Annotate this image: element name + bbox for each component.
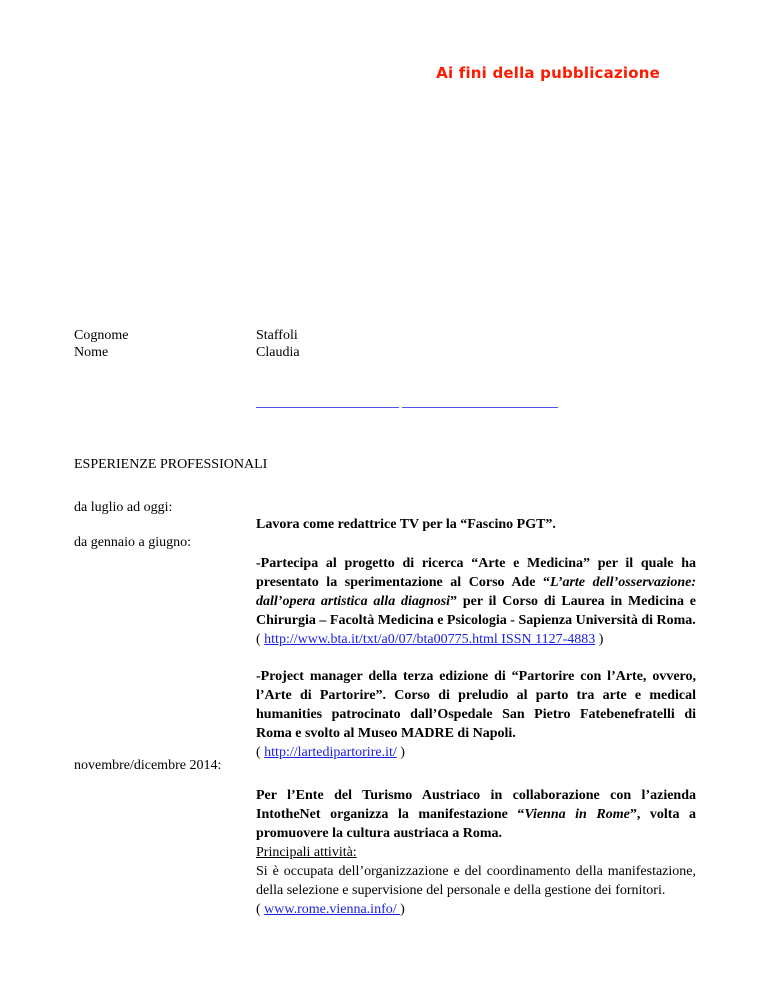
activities-label: Principali attività:: [256, 845, 357, 860]
name-label: Nome: [74, 345, 109, 360]
reference-link[interactable]: www.rome.vienna.info/: [264, 902, 401, 917]
period-label: da luglio ad oggi:: [74, 500, 173, 515]
underline-right: [402, 407, 558, 408]
surname-value: Staffoli: [256, 328, 298, 343]
reference-line: ( http://lartedipartorire.it/ ): [256, 745, 405, 760]
reference-link[interactable]: http://lartedipartorire.it/: [264, 745, 397, 760]
surname-label: Cognome: [74, 328, 129, 343]
publication-heading: Ai fini della pubblicazione: [436, 64, 660, 82]
section-title: ESPERIENZE PROFESSIONALI: [74, 457, 268, 472]
reference-link[interactable]: http://www.bta.it/txt/a0/07/bta00775.html ISSN 1127-4883: [264, 632, 596, 647]
experience-text: Lavora come redattrice TV per la “Fascino PGT”.: [256, 517, 556, 532]
experience-block: [256, 786, 696, 919]
activities-text: Si è occupata dell’organizzazione e del coordinamento della manifestazione, della selezione e supervisione del personale e della gestione dei fornitori.: [256, 864, 696, 898]
experience-block: [256, 554, 696, 762]
reference-line: ( http://www.bta.it/txt/a0/07/bta00775.html ISSN 1127-4883 ): [256, 632, 604, 647]
underline-left: [256, 407, 399, 408]
reference-line: ( www.rome.vienna.info/ ): [256, 902, 405, 917]
name-value: Claudia: [256, 345, 300, 360]
experience-paragraph: -Project manager della terza edizione di “Partorire con l’Arte, ovvero, l’Arte di Partorire”. Corso di preludio al parto tra arte e medical humanities patrocinato dall’Ospedale San Pietro Fatebenefratelli di Roma e svolto al Museo MADRE di Napoli.: [256, 669, 696, 741]
experience-paragraph: -Partecipa al progetto di ricerca “Arte e Medicina” per il quale ha presentato la sperimentazione al Corso Ade “L’arte dell’osservazione: dall’opera artistica alla diagnosi” per il Corso di Laurea in Medicina e Chirurgia – Facoltà Medicina e Psicologia - Sapienza Università di Roma.: [256, 556, 697, 628]
experience-paragraph: Per l’Ente del Turismo Austriaco in collaborazione con l’azienda IntotheNet organizza la manifestazione “Vienna in Rome”, volta a promuovere la cultura austriaca a Roma.: [256, 788, 696, 841]
period-label: novembre/dicembre 2014:: [74, 758, 222, 773]
period-label: da gennaio a giugno:: [74, 535, 192, 550]
